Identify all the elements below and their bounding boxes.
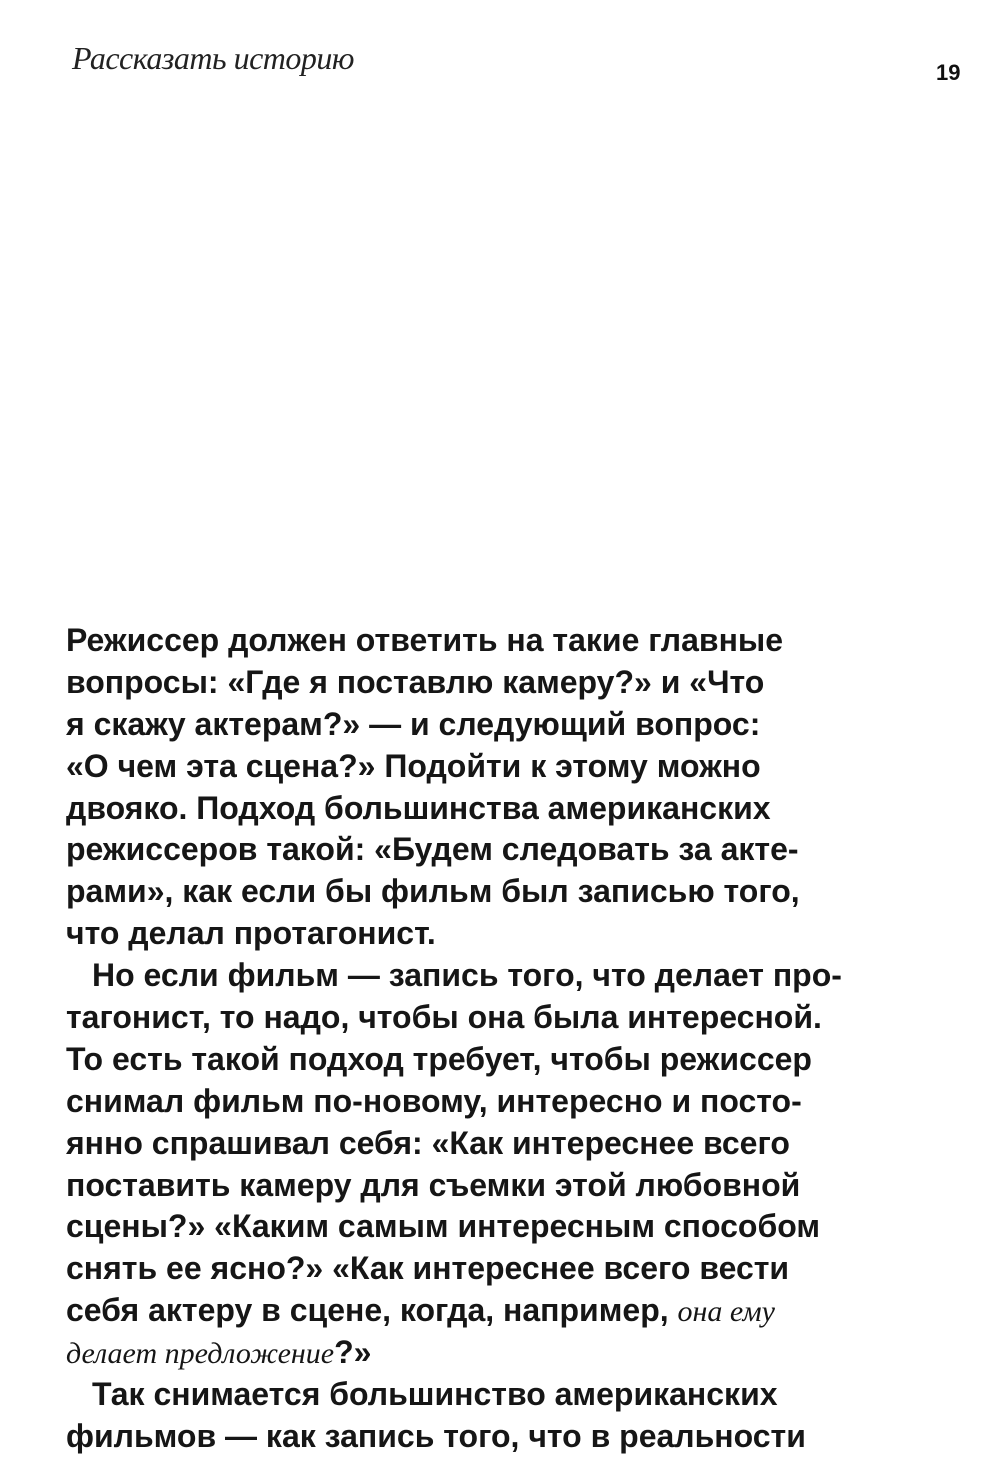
text-line: Режиссер должен ответить на такие главные	[66, 622, 784, 658]
text-line: Но если фильм — запись того, что делает про-	[92, 957, 842, 994]
running-header-title: Рассказать историю	[72, 40, 354, 76]
text-line: снимал фильм по-новому, интересно и посто-	[66, 1082, 802, 1119]
text-span: себя актеру в сцене, когда, например,	[66, 1292, 678, 1329]
page-number: 19	[936, 60, 961, 85]
paragraph-3	[66, 1374, 966, 1458]
text-line: Так снимается большинство американских	[92, 1376, 778, 1413]
text-line: янно спрашивал себя: «Как интереснее всего	[66, 1124, 790, 1161]
text-line: поставить камеру для съемки этой любовной	[66, 1166, 801, 1203]
text-line: я скажу актерам?» — и следующий вопрос:	[66, 705, 761, 742]
text-line: сцены?» «Каким самым интересным способом	[66, 1208, 821, 1245]
text-line: что делал протагонист.	[66, 915, 436, 952]
text-line: двояко. Подход большинства американских	[66, 789, 771, 826]
text-line: То есть такой подход требует, чтобы режиссер	[66, 1040, 812, 1077]
text-line: фильмов — как запись того, что в реальности	[66, 1417, 806, 1454]
text-line: рами», как если бы фильм был записью того,	[66, 873, 800, 910]
text-line	[66, 1332, 966, 1374]
text-line: «О чем эта сцена?» Подойти к этому можно	[66, 747, 761, 784]
text-span: ?»	[334, 1334, 372, 1371]
text-line: снять ее ясно?» «Как интереснее всего вести	[66, 1250, 790, 1287]
text-line	[66, 1290, 966, 1332]
text-line: тагонист, то надо, чтобы она была интересной.	[66, 999, 822, 1036]
paragraph-2	[66, 955, 966, 1374]
text-line: вопросы: «Где я поставлю камеру?» и «Что	[66, 663, 765, 700]
italic-span: она ему	[677, 1295, 775, 1329]
italic-span: делает предложение	[66, 1337, 335, 1371]
paragraph-1	[66, 620, 966, 955]
text-line: режиссеров такой: «Будем следовать за акте-	[66, 831, 799, 868]
body-text	[66, 620, 966, 1458]
